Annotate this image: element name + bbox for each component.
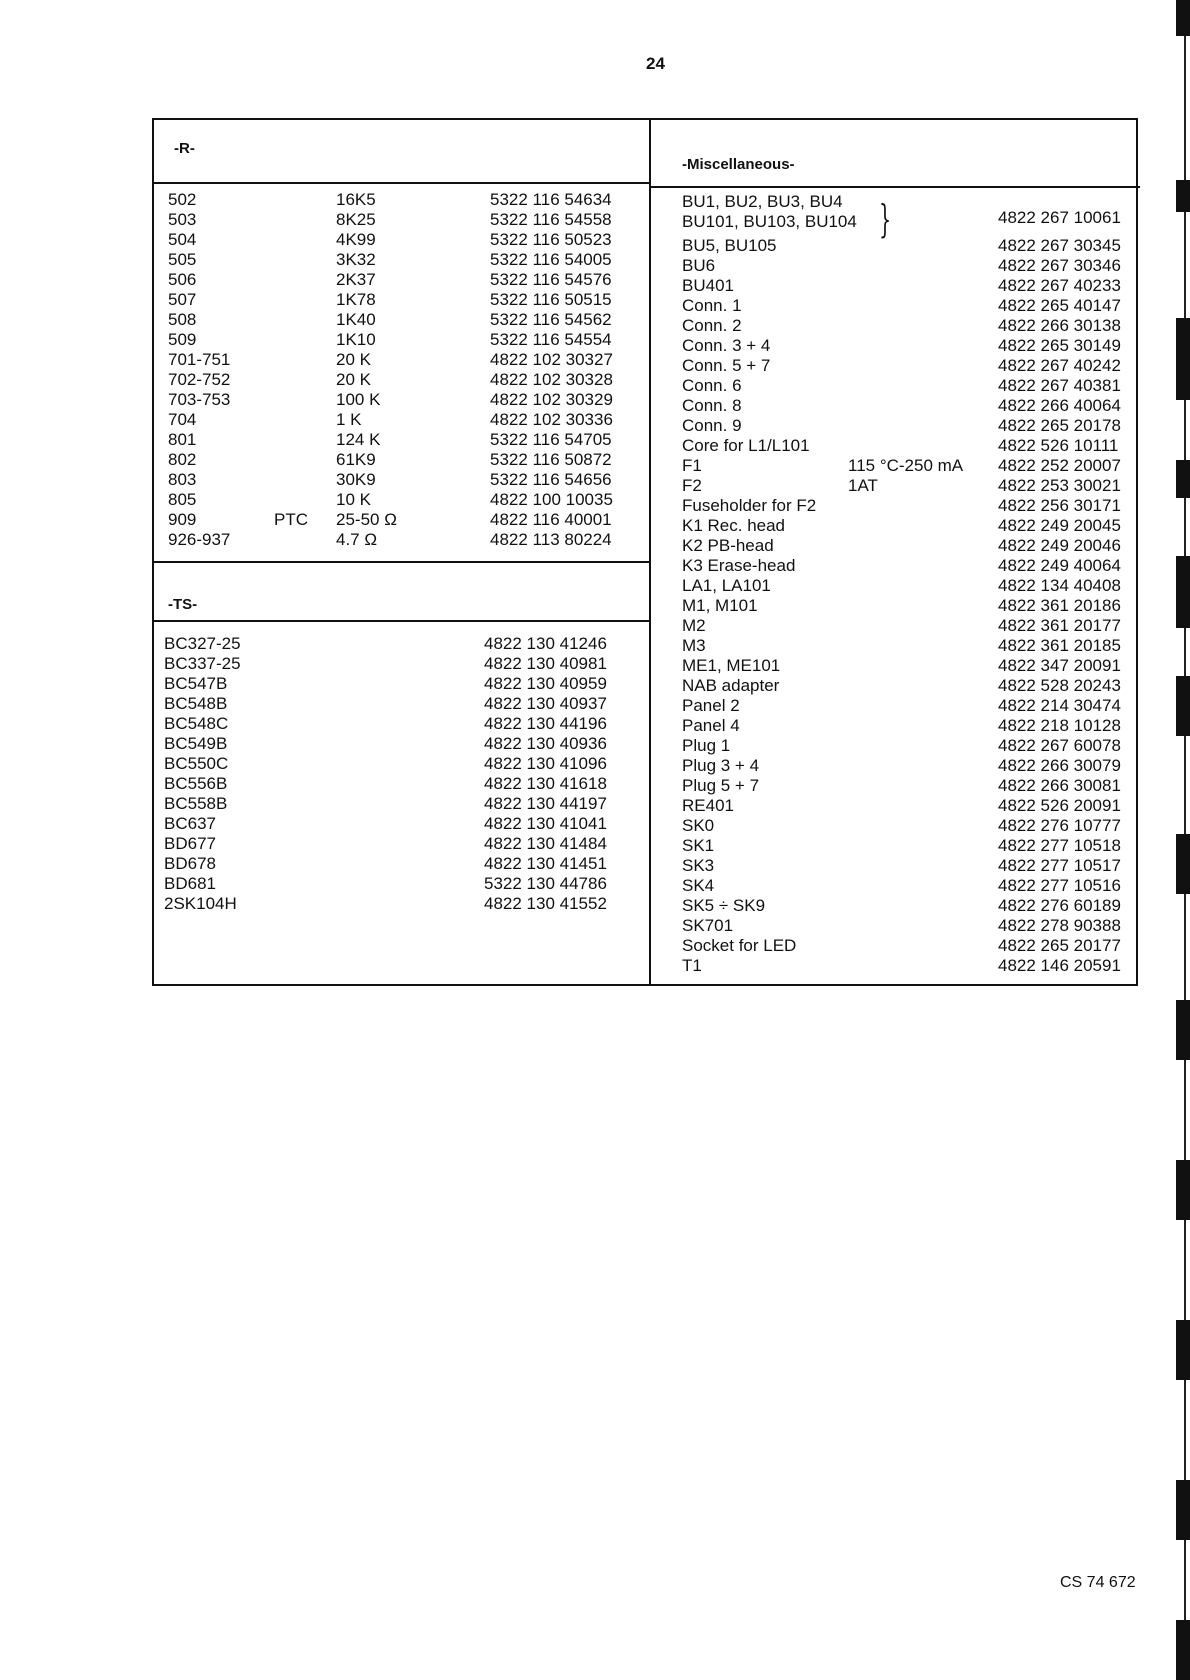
misc-part-number: 4822 253 30021 [998, 476, 1121, 495]
misc-part-number: 4822 249 40064 [998, 556, 1121, 575]
ts-ref: BD678 [164, 854, 216, 873]
r-value: 10 K [336, 490, 371, 509]
misc-name: Conn. 8 [682, 396, 742, 415]
misc-part-number: 4822 277 10516 [998, 876, 1121, 895]
misc-part-number: 4822 267 40242 [998, 356, 1121, 375]
group-brace: } [879, 197, 892, 241]
edge-mark [1176, 1620, 1190, 1680]
r-value: 1K78 [336, 290, 376, 309]
r-part-number: 5322 116 54656 [490, 470, 612, 489]
misc-name: Conn. 3 + 4 [682, 336, 771, 355]
misc-name: NAB adapter [682, 676, 780, 695]
edge-mark [1176, 834, 1190, 894]
misc-name: Conn. 9 [682, 416, 742, 435]
r-part-number: 4822 102 30328 [490, 370, 613, 389]
ts-part-number: 4822 130 44197 [484, 794, 607, 813]
ts-ref: BC550C [164, 754, 229, 773]
misc-name: M3 [682, 636, 706, 655]
misc-group-name-1: BU1, BU2, BU3, BU4 [682, 192, 843, 211]
ts-ref: BC547B [164, 674, 228, 693]
r-ref: 502 [168, 190, 197, 209]
r-value: 2K37 [336, 270, 376, 289]
r-ref: 507 [168, 290, 197, 309]
misc-part-number: 4822 267 30346 [998, 256, 1121, 275]
ts-part-number: 4822 130 40936 [484, 734, 607, 753]
r-part-number: 5322 116 54576 [490, 270, 612, 289]
misc-name: Plug 5 + 7 [682, 776, 760, 795]
ts-part-number: 4822 130 40981 [484, 654, 607, 673]
misc-part-number: 4822 265 20177 [998, 936, 1121, 955]
misc-name: BU5, BU105 [682, 236, 777, 255]
page-edge-marks [1176, 0, 1190, 1680]
ts-ref: BC337-25 [164, 654, 241, 673]
misc-section-title: -Miscellaneous- [682, 156, 795, 173]
misc-spec: 115 °C-250 mA [848, 456, 964, 475]
column-divider [649, 120, 651, 984]
ts-part-number: 4822 130 41618 [484, 774, 607, 793]
misc-name: Conn. 6 [682, 376, 742, 395]
misc-name: Panel 2 [682, 696, 740, 715]
misc-group-part-number: 4822 267 10061 [998, 208, 1121, 227]
misc-group-name-2: BU101, BU103, BU104 [682, 212, 857, 231]
misc-name: SK5 ÷ SK9 [682, 896, 766, 915]
r-value: 4K99 [336, 230, 376, 249]
misc-part-number: 4822 526 10111 [998, 436, 1119, 455]
ts-part-number: 4822 130 44196 [484, 714, 607, 733]
misc-part-number: 4822 266 40064 [998, 396, 1121, 415]
r-note: PTC [274, 510, 308, 529]
misc-part-number: 4822 146 20591 [998, 956, 1121, 975]
r-part-number: 4822 102 30329 [490, 390, 613, 409]
r-ref: 704 [168, 410, 197, 429]
r-value: 1 K [336, 410, 362, 429]
misc-spec: 1AT [848, 476, 878, 495]
ts-part-number: 4822 130 40959 [484, 674, 607, 693]
misc-name: T1 [682, 956, 702, 975]
ts-header-rule [154, 620, 649, 622]
misc-part-number: 4822 361 20185 [998, 636, 1121, 655]
misc-part-number: 4822 267 60078 [998, 736, 1121, 755]
ts-ref: BC549B [164, 734, 228, 753]
edge-mark [1176, 180, 1190, 212]
r-part-number: 5322 116 54558 [490, 210, 612, 229]
misc-part-number: 4822 265 40147 [998, 296, 1121, 315]
edge-mark [1176, 460, 1190, 498]
r-value: 1K10 [336, 330, 376, 349]
r-part-number: 5322 116 54705 [490, 430, 612, 449]
misc-part-number: 4822 252 20007 [998, 456, 1121, 475]
r-value: 30K9 [336, 470, 376, 489]
ts-ref: BC548C [164, 714, 229, 733]
r-ref: 926-937 [168, 530, 231, 549]
misc-part-number: 4822 277 10517 [998, 856, 1121, 875]
ts-ref: BC548B [164, 694, 228, 713]
misc-name: Plug 3 + 4 [682, 756, 760, 775]
r-value: 124 K [336, 430, 381, 449]
ts-section-title: -TS- [168, 596, 198, 613]
misc-part-number: 4822 265 20178 [998, 416, 1121, 435]
misc-part-number: 4822 528 20243 [998, 676, 1121, 695]
r-ref: 909 [168, 510, 197, 529]
edge-mark [1176, 1000, 1190, 1060]
ts-ref: BC327-25 [164, 634, 241, 653]
misc-name: BU401 [682, 276, 734, 295]
misc-name: SK0 [682, 816, 715, 835]
r-ref: 702-752 [168, 370, 231, 389]
misc-part-number: 4822 214 30474 [998, 696, 1121, 715]
ts-part-number: 4822 130 40937 [484, 694, 607, 713]
r-part-number: 4822 100 10035 [490, 490, 613, 509]
r-value: 4.7 Ω [336, 530, 378, 549]
ts-ref: BC637 [164, 814, 216, 833]
parts-list-table [152, 118, 1138, 986]
misc-part-number: 4822 134 40408 [998, 576, 1121, 595]
misc-name: Conn. 2 [682, 316, 742, 335]
r-ref: 802 [168, 450, 197, 469]
misc-part-number: 4822 276 60189 [998, 896, 1121, 915]
ts-part-number: 4822 130 41484 [484, 834, 607, 853]
r-ref: 504 [168, 230, 197, 249]
misc-part-number: 4822 266 30081 [998, 776, 1121, 795]
r-ref: 508 [168, 310, 197, 329]
misc-name: M2 [682, 616, 706, 635]
r-value: 16K5 [336, 190, 376, 209]
r-ref: 703-753 [168, 390, 231, 409]
ts-ref: BC556B [164, 774, 228, 793]
edge-mark [1176, 1320, 1190, 1380]
r-ref: 506 [168, 270, 197, 289]
r-part-number: 4822 102 30336 [490, 410, 613, 429]
misc-name: F1 [682, 456, 702, 475]
ts-section-top-rule [154, 561, 649, 563]
ts-part-number: 4822 130 41096 [484, 754, 607, 773]
r-value: 100 K [336, 390, 381, 409]
misc-name: SK1 [682, 836, 715, 855]
r-value: 61K9 [336, 450, 376, 469]
misc-name: SK4 [682, 876, 715, 895]
r-part-number: 5322 116 54554 [490, 330, 612, 349]
r-part-number: 5322 116 50523 [490, 230, 612, 249]
r-ref: 505 [168, 250, 197, 269]
r-part-number: 4822 102 30327 [490, 350, 613, 369]
misc-name: Plug 1 [682, 736, 731, 755]
misc-name: LA1, LA101 [682, 576, 771, 595]
r-ref: 801 [168, 430, 197, 449]
ts-part-number: 4822 130 41552 [484, 894, 607, 913]
r-header-rule [154, 182, 649, 184]
ts-part-number: 4822 130 41451 [484, 854, 607, 873]
r-value: 20 K [336, 370, 371, 389]
ts-part-number: 4822 130 41246 [484, 634, 607, 653]
ts-part-number: 5322 130 44786 [484, 874, 607, 893]
misc-part-number: 4822 249 20046 [998, 536, 1121, 555]
misc-name: M1, M101 [682, 596, 758, 615]
edge-mark [1176, 318, 1190, 400]
misc-part-number: 4822 361 20186 [998, 596, 1121, 615]
ts-ref: BD681 [164, 874, 216, 893]
misc-part-number: 4822 361 20177 [998, 616, 1121, 635]
misc-name: Panel 4 [682, 716, 740, 735]
misc-name: Socket for LED [682, 936, 797, 955]
r-part-number: 5322 116 50872 [490, 450, 612, 469]
r-ref: 805 [168, 490, 197, 509]
misc-name: BU6 [682, 256, 716, 275]
edge-mark [1176, 556, 1190, 628]
misc-name: RE401 [682, 796, 734, 815]
document-code: CS 74 672 [1060, 1574, 1136, 1591]
ts-ref: 2SK104H [164, 894, 237, 913]
r-value: 25-50 Ω [336, 510, 397, 529]
misc-name: K1 Rec. head [682, 516, 786, 535]
r-part-number: 4822 116 40001 [490, 510, 612, 529]
r-part-number: 5322 116 54562 [490, 310, 612, 329]
edge-mark [1176, 676, 1190, 736]
misc-name: K3 Erase-head [682, 556, 796, 575]
misc-part-number: 4822 347 20091 [998, 656, 1121, 675]
r-part-number: 4822 113 80224 [490, 530, 612, 549]
edge-mark [1176, 0, 1190, 36]
misc-name: Conn. 5 + 7 [682, 356, 771, 375]
r-part-number: 5322 116 50515 [490, 290, 612, 309]
misc-part-number: 4822 265 30149 [998, 336, 1121, 355]
r-part-number: 5322 116 54634 [490, 190, 612, 209]
misc-part-number: 4822 276 10777 [998, 816, 1121, 835]
misc-part-number: 4822 249 20045 [998, 516, 1121, 535]
r-ref: 509 [168, 330, 197, 349]
misc-header-rule [651, 186, 1140, 188]
misc-part-number: 4822 218 10128 [998, 716, 1121, 735]
misc-name: F2 [682, 476, 702, 495]
r-ref: 803 [168, 470, 197, 489]
page-number: 24 [646, 54, 665, 73]
misc-name: SK3 [682, 856, 715, 875]
r-value: 20 K [336, 350, 371, 369]
misc-part-number: 4822 266 30079 [998, 756, 1121, 775]
r-ref: 701-751 [168, 350, 231, 369]
r-value: 3K32 [336, 250, 376, 269]
ts-ref: BC558B [164, 794, 228, 813]
misc-name: ME1, ME101 [682, 656, 781, 675]
misc-name: Core for L1/L101 [682, 436, 810, 455]
misc-name: SK701 [682, 916, 734, 935]
ts-ref: BD677 [164, 834, 216, 853]
edge-mark [1176, 1480, 1190, 1540]
misc-part-number: 4822 266 30138 [998, 316, 1121, 335]
ts-part-number: 4822 130 41041 [484, 814, 607, 833]
misc-name: Conn. 1 [682, 296, 742, 315]
misc-part-number: 4822 267 30345 [998, 236, 1121, 255]
misc-part-number: 4822 278 90388 [998, 916, 1121, 935]
misc-part-number: 4822 267 40381 [998, 376, 1121, 395]
r-value: 8K25 [336, 210, 376, 229]
edge-mark [1176, 1160, 1190, 1220]
misc-name: K2 PB-head [682, 536, 774, 555]
misc-part-number: 4822 277 10518 [998, 836, 1121, 855]
misc-part-number: 4822 256 30171 [998, 496, 1121, 515]
r-section-title: -R- [174, 140, 195, 157]
r-value: 1K40 [336, 310, 376, 329]
misc-name: Fuseholder for F2 [682, 496, 817, 515]
r-ref: 503 [168, 210, 197, 229]
misc-part-number: 4822 267 40233 [998, 276, 1121, 295]
misc-part-number: 4822 526 20091 [998, 796, 1121, 815]
r-part-number: 5322 116 54005 [490, 250, 612, 269]
